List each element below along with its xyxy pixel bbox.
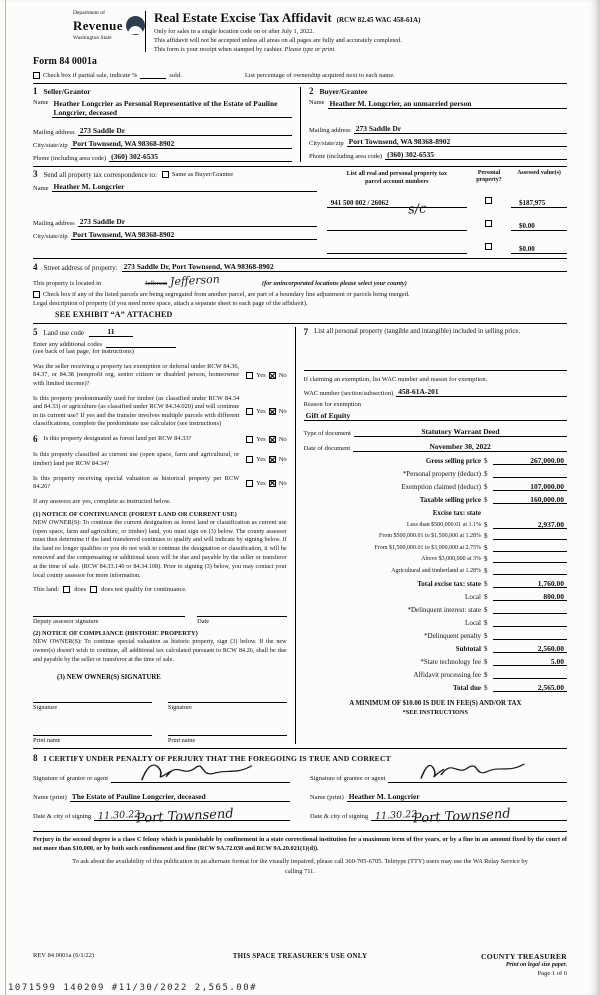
dollar-sign: $ [483,618,488,627]
tax-line [304,579,567,588]
tax-line [304,592,567,601]
tax-line-label: *Personal property (deduct) [402,470,481,479]
exemption-note: If claiming an exemption, list WAC number and reason for exemption. [303,376,488,384]
yes-checkbox[interactable] [246,372,253,379]
owner-signature-field-2[interactable] [168,695,287,703]
tax-line [304,508,567,517]
deputy-date-field[interactable] [197,609,287,617]
corr-city-label: City/state/zip [33,232,68,240]
minimum-due-note: A MINIMUM OF $10.00 IS DUE IN FEE(S) AND/OR TAX [349,699,522,707]
section-5-number: 5 [33,327,38,338]
no-label: No [278,436,287,444]
no-label: No [278,408,287,416]
header-divider [145,11,146,52]
section-3-number: 3 [33,169,38,180]
tax-line-label: Subtotal [455,644,481,653]
tax-line [304,644,567,653]
dollar-sign: $ [483,605,488,614]
dept-of-label: Department of [73,10,105,16]
segregated-note: Check box if any of the listed parcels are being segregated from another parcel, are part of a boundary line adjustment or parcels being merged. [43,291,410,299]
seller-phone-label: Phone (including area code) [33,154,107,162]
grantee-signature [410,759,544,785]
yes-label: Yes [256,408,266,416]
tax-line [304,543,567,552]
section-4-number: 4 [33,262,38,273]
continuance-row [33,586,287,593]
corr-name-field[interactable]: Heather M. Longcrier [52,182,317,192]
parcel-number-field-1[interactable] [327,222,467,231]
does-checkbox[interactable] [63,586,70,593]
seller-buyer-row [33,83,567,162]
yes-no-group [244,408,286,415]
this-land-label: This land: [33,586,60,594]
assessed-value-column-header: Assessed value(s) [517,170,561,177]
header-note-2: This affidavit will not be accepted unless all areas on all pages are fully and accurately completed. [154,36,402,44]
no-label: No [278,479,287,487]
grantee-name-field[interactable]: Heather M. Longcrier [347,792,567,802]
personal-property-checkbox-1[interactable] [485,220,492,227]
notice-2-body: NEW OWNER(S): To continue special valuation as historic property, sign (3) below. If the new owner(s) doesn't wish to continue, all additional tax calculated pursuant to RCW 84.26, shall be due and payable by the seller or transferor at the time of sale. [33,638,287,664]
dollar-sign: $ [483,631,488,640]
tax-line-label: *Delinquent penalty [424,631,481,640]
street-address-field[interactable]: 273 Saddle Dr, Port Townsend, WA 98368-8902 [122,262,567,272]
dollar-sign: $ [483,644,488,653]
owner-printname-field-2[interactable] [168,728,287,736]
section-1-number: 1 [33,86,38,97]
deputy-assessor-row [33,609,287,625]
timber-agriculture-question [33,395,287,428]
reason-for-exemption-label: Reason for exemption [303,401,362,409]
type-of-document-label: Type of document [303,429,351,437]
grantee-signature-field[interactable] [388,773,567,783]
seller-city-field[interactable]: Port Townsend, WA 98368-8902 [71,139,292,149]
form-content [33,10,567,876]
tax-line-label: From $1,500,000.01 to $3,000,000 at 2.75% [374,544,481,551]
tax-line-label: Less than $500,000.01 at 1.1% [406,521,481,528]
tax-line-label: Total excise tax: state [417,579,481,588]
no-checkbox[interactable] [269,436,276,443]
tier3-tax-value[interactable] [493,543,567,552]
tax-line [304,469,567,478]
street-address-label: Street address of property: [43,264,118,273]
notice-3-title: (3) NEW OWNER(S) SIGNATURE [57,673,161,681]
dollar-sign: $ [483,470,488,479]
additional-codes-label: Enter any additional codes [33,341,103,349]
tax-line-label: Taxable selling price [419,496,481,505]
forest-land-question [33,435,287,444]
parcel-number-field-2[interactable] [327,245,467,254]
delinquent-interest-local-value[interactable] [493,618,567,627]
grantor-date-city-field[interactable] [94,806,290,827]
dor-logo-block [33,10,141,53]
new-owner-signatures [33,695,287,744]
tax-line [304,566,567,575]
seller-name-label: Name [33,99,49,107]
reason-for-exemption-field[interactable]: Gift of Equity [304,411,567,421]
dollar-sign: $ [483,592,488,601]
alternate-format-note: To ask about the availability of this publication in an alternate format for the visually impaired, please call 360-705-6705. Teletype (TTY) users may use the WA Relay Service by calling 711. [72,858,528,875]
handwritten-sc-note: s/c [407,201,428,218]
owner-printname-field-1[interactable] [33,728,152,736]
grantor-certify-column [33,773,290,827]
legal-description-value[interactable]: SEE EXHIBIT “A” ATTACHED [55,310,173,320]
form-header [33,10,567,53]
title-block [154,10,420,53]
gross-selling-price-value[interactable]: 267,000.00 [493,456,567,465]
question-text: Is this property designated as forest land per RCW 84.33? [43,435,192,443]
land-use-code-field[interactable]: 11 [89,327,133,337]
grantor-date-city-label: Date & city of signing [33,813,92,821]
buyer-heading: Buyer/Grantee [319,87,368,97]
section-4-property [33,258,567,319]
tax-line-label: Gross selling price [425,457,481,466]
tax-line-label: Affidavit processing fee [413,670,481,679]
tax-line [304,618,567,627]
dollar-sign: $ [483,532,488,541]
section-1-seller [33,87,300,162]
partial-sold-label: sold. [169,71,182,79]
subtotal-value[interactable]: 2,560.00 [493,644,567,653]
owner-signature-field-1[interactable] [33,695,152,703]
page-number: Page 1 of 6 [537,970,567,977]
notice-1-body: NEW OWNER(S): To continue the current designation as forest land or classification as current use (open space, farm and agriculture, or timber) land, you must sign on (3) below. The county assessor must then determine if the land transferred continues to qualify and will indicate by signing below. If the land no longer qualifies or you do not wish to continue the designation or classification, it will be removed and the compensating or additional taxes will be due and payable by the seller or transferor at the time of sale. (RCW 84.33.140 or 84.34.108). Prior to signing (3) below, you may contact your local county assessor for more information. [33,518,287,579]
exemption-claimed-value[interactable]: 107,000.00 [493,482,567,491]
notice-1-title: (1) NOTICE OF CONTINUANCE (FOREST LAND OR CURRENT USE) [33,510,237,518]
does-not-checkbox[interactable] [90,586,97,593]
partial-sale-row [33,71,567,79]
receipt-note: This form is your receipt when stamped by cashier. [154,45,283,53]
partial-sale-label: Check box if partial sale, indicate % [43,71,138,79]
yes-label: Yes [256,456,266,464]
revision-number: REV 84 0001a (6/1/22) [33,952,95,959]
tier4-tax-value[interactable] [493,554,567,563]
rcw-reference: (RCW 82.45 WAC 458-61A) [336,16,421,24]
additional-codes-note: (see back of last page, for instructions) [33,348,134,356]
tax-line-label: Local [465,618,481,627]
dollar-sign: $ [483,543,488,552]
perjury-warning: Perjury in the second degree is a class C felony which is punishable by confinement in a state correctional institution for a maximum term of five years, or by a fine in an amount fixed by the court of not more than $10,000, or by both such confinement and fine (RCW 9A.72.030 and RCW 9A.20.021(1)(d)). [33,831,567,854]
yes-label: Yes [256,436,266,444]
wac-number-label: WAC number (section/subsection) [303,389,394,397]
tax-line-label: Local [465,592,481,601]
taxable-selling-price-value[interactable]: 160,000.00 [493,495,567,504]
yes-no-group [244,372,286,379]
yes-no-group [244,436,286,443]
buyer-phone-label: Phone (including area code) [309,152,383,160]
dor-seal-icon [126,16,145,35]
tax-line [304,531,567,540]
county-treasurer-label: COUNTY TREASURER [480,952,567,961]
if-yes-note: If any answers are yes, complete as instructed below. [33,497,171,505]
question-text: Was the seller receiving a property tax exemption or deferral under RCW 84.36, 84.37, or 84.38 (nonprofit org, senior citizen or disabled person, homeowner with limited income)? [33,363,240,387]
legal-description-label: Legal description of property (if you need more space, attach a separate sheet to each page of the affidavit). [33,300,308,308]
yes-checkbox[interactable] [246,436,253,443]
notice-2-title: (2) NOTICE OF COMPLIANCE (HISTORIC PROPERTY) [33,630,198,638]
question-text: Is this property receiving special valuation as historical property per RCW 84.26? [33,475,240,491]
parcel-header-line2: parcel account numbers [365,177,429,185]
same-as-buyer-label: Same as Buyer/Grantee [171,171,234,179]
personal-property-column-header: Personal property? [476,170,502,184]
grantee-signature-label: Signature of grantee or agent [310,775,386,783]
personal-property-heading: List all personal property (tangible and intangible) included in selling price. [314,328,521,336]
personal-property-deduct-value[interactable] [493,469,567,478]
date-of-document-label: Date of document [303,444,351,452]
parcel-header-line1: List all real and personal property tax [346,170,448,178]
section-7-column [295,327,567,744]
does-not-label: does not qualify for continuance. [101,586,187,594]
seller-phone-field[interactable]: (360) 302-6535 [109,152,292,162]
dollar-sign: $ [483,683,488,692]
parcel-row [327,190,567,208]
buyer-city-field[interactable]: Port Townsend, WA 98368-8902 [347,137,567,147]
affidavit-processing-fee-value[interactable] [493,670,567,679]
corr-city-field[interactable]: Port Townsend, WA 98368-8902 [71,230,317,240]
section-6-number: 6 [33,434,38,445]
tax-line [304,605,567,614]
total-excise-state-value[interactable]: 1,760.00 [493,579,567,588]
form-number: Form 84 0001a [33,56,97,68]
grantor-city-handwritten: Port Townsend [135,806,235,827]
sections-5-6-7 [33,323,567,744]
parcel-table-header [327,170,567,185]
buyer-mailing-label: Mailing address [309,126,351,134]
buyer-city-label: City/state/zip [309,139,344,147]
personal-property-checkbox-0[interactable] [485,197,492,204]
partial-sale-checkbox[interactable] [33,72,40,79]
dollar-sign: $ [483,483,488,492]
tax-line-label: Above $3,000,000 at 3% [421,556,481,563]
personal-property-checkbox-2[interactable] [485,243,492,250]
personal-property-list-field[interactable] [304,339,567,371]
yes-checkbox[interactable] [246,456,253,463]
grantee-city-handwritten: Port Townsend [412,806,512,827]
form-title: Real Estate Excise Tax Affidavit [154,10,332,25]
state-technology-fee-value[interactable]: 5.00 [493,657,567,666]
type-of-document-field[interactable]: Statutory Warrant Deed [354,427,567,437]
corr-name-label: Name [33,184,49,192]
yes-checkbox[interactable] [246,480,253,487]
no-checkbox[interactable] [269,372,276,379]
parcel-number-field-0[interactable]: 941 500 002 / 26062 [327,199,467,208]
assessed-value-field-0[interactable]: $187,975 [511,199,567,208]
dollar-sign: $ [483,579,488,588]
no-checkbox[interactable] [269,408,276,415]
yes-checkbox[interactable] [246,408,253,415]
tax-line [304,670,567,679]
question-text: Is this property classified as current use (open space, farm and agricultural, or timber) land per RCW 84.34? [33,451,240,467]
dollar-sign: $ [483,457,488,466]
dollar-sign: $ [483,520,488,529]
date-of-document-field[interactable]: November 30, 2022 [353,442,567,452]
local-tax-value[interactable]: 800.00 [493,592,567,601]
grantor-date-handwritten: 11.30.22 [97,808,141,822]
assessed-value-field-2[interactable]: $0.00 [511,245,567,254]
cashier-stamp: 1071599 140209 #11/30/2022 2,565.00# [8,983,258,993]
section-8-certify [33,748,567,827]
buyer-name-label: Name [309,99,325,107]
correspondence-heading: Send all property tax correspondence to: [43,170,157,179]
tax-line [304,520,567,529]
tax-line-label: Agricultural and timberland at 1.28% [391,567,481,574]
grantor-signature [133,759,267,785]
owner-printname-label-1: Print name [33,736,61,744]
bottom-row [33,952,567,977]
yes-no-group [244,456,286,463]
buyer-name-field[interactable]: Heather M. Longcrier, an unmarried person [328,99,567,109]
dollar-sign: $ [483,566,488,575]
grantee-date-city-field[interactable] [371,806,567,827]
tax-line [304,554,567,563]
partial-percent-field[interactable] [140,71,166,79]
buyer-mailing-field[interactable]: 273 Saddle Dr [354,124,567,134]
header-note-1: Only for sales in a single location code on or after July 1, 2022. [154,27,315,35]
tax-line-label: Exemption claimed (deduct) [401,483,481,492]
buyer-phone-field[interactable]: (360) 302-6535 [385,150,567,160]
section-8-number: 8 [33,752,38,763]
grantee-date-handwritten: 11.30.22 [374,808,418,822]
certify-heading: I CERTIFY UNDER PENALTY OF PERJURY THAT THE FOREGOING IS TRUE AND CORRECT [43,753,391,763]
type-or-print-note: Please type or print. [284,45,336,53]
agricultural-timberland-value[interactable] [493,566,567,575]
does-label: does [74,586,87,594]
dollar-sign: $ [483,496,488,505]
grantor-name-label: Name (print) [33,794,67,802]
treasurer-use-only-label: THIS SPACE TREASURER'S USE ONLY [232,952,368,960]
yes-no-group [244,480,286,487]
tax-line [304,495,567,504]
header-note-3 [154,46,420,54]
excise-tax-state-header: Excise tax: state [432,509,481,518]
grantor-name-field[interactable]: The Estate of Pauline Longcrier, deceased [70,792,290,802]
tax-line [304,631,567,640]
seller-name-field[interactable]: Heather Longcrier as Personal Representative of the Estate of Pauline Longcrier, deceased [52,99,292,118]
no-label: No [278,456,287,464]
tax-line-label: *State technology fee [420,657,481,666]
assessed-value-field-1[interactable]: $0.00 [511,222,567,231]
delinquent-penalty-value[interactable] [493,631,567,640]
section-3-correspondence [33,170,327,254]
tier2-tax-value[interactable] [493,531,567,540]
legal-size-note: Print on legal size paper. [505,962,567,968]
question-text: Is this property predominantly used for timber (as classified under RCW 84.34 and 84.33) or agriculture (as classified under RCW 84.34.020) and will continue in its current use? If yes and the transfer involves multiple parcels with different classifications, complete the predominate use calculator (see instructions) [33,395,240,428]
tax-line-label: Total due [453,683,481,692]
grantee-date-city-label: Date & city of signing [310,813,369,821]
corr-mailing-label: Mailing address [33,219,75,227]
additional-codes-field[interactable] [106,340,176,348]
tax-line [304,683,567,692]
revenue-wordmark: Revenue [73,17,123,33]
no-checkbox[interactable] [269,456,276,463]
tier1-tax-value[interactable]: 2,937.00 [493,520,567,529]
spacer [33,192,317,214]
owner-signature-label-2: Signature [167,703,192,711]
land-use-code-label: Land use code [43,329,84,338]
total-due-value[interactable]: 2,565.00 [493,683,567,692]
seller-mailing-label: Mailing address [33,128,75,136]
sections-5-6-column [33,327,295,744]
dollar-sign: $ [483,670,488,679]
parcel-row [327,236,567,254]
parcel-row [327,213,567,231]
ownership-note: List percentage of ownership acquired next to each name. [244,71,395,79]
seller-heading: Seller/Grantor [43,87,91,97]
current-use-question [33,451,287,468]
tax-line [304,657,567,666]
grantee-certify-column [310,773,567,827]
parcel-header-main [327,170,467,185]
dollar-sign: $ [483,657,488,666]
county-handwritten: Jefferson [169,272,221,289]
deputy-date-label: Date [197,618,210,626]
dollar-sign: $ [483,555,488,564]
correspondence-parcels-row [33,166,567,254]
located-in-label: This property is located in [33,280,102,288]
segregated-checkbox[interactable] [33,291,40,298]
section-7-number: 7 [303,327,309,338]
grantor-signature-label: Signature of grantor or agent [33,775,109,783]
tax-line [304,482,567,491]
corr-mailing-field[interactable]: 273 Saddle Dr [78,217,317,227]
section-2-number: 2 [309,86,314,97]
seller-city-label: City/state/zip [33,141,68,149]
county-treasurer-block [437,952,567,977]
tax-line-label: *Delinquent interest: state [407,605,481,614]
deputy-signature-field[interactable] [33,609,185,617]
section-2-buyer [300,87,567,162]
tax-line [304,456,567,465]
washington-state-label: Washington State [73,35,112,41]
unincorporated-note: (for unincorporated locations please select your county) [261,280,407,288]
see-instructions-note: *SEE INSTRUCTIONS [402,708,469,716]
exemption-deferral-question [33,363,287,388]
wac-number-field[interactable]: 458-61A-201 [396,387,567,397]
grantee-name-label: Name (print) [310,794,344,802]
seller-mailing-field[interactable]: 273 Saddle Dr [78,126,292,136]
owner-signature-label-1: Signature [33,703,58,711]
yes-label: Yes [256,372,266,380]
county-entry-struck: Jefferson [145,281,168,288]
parcel-table [327,170,567,254]
tax-line-label: From $500,000.01 to $1,500,000 at 1.28% [378,533,481,540]
delinquent-interest-state-value[interactable] [493,605,567,614]
same-as-buyer-checkbox[interactable] [162,171,169,178]
grantor-signature-field[interactable] [111,773,290,783]
owner-printname-label-2: Print name [167,736,196,744]
no-checkbox[interactable] [269,480,276,487]
deputy-signature-label: Deputy assessor signature [33,618,99,626]
yes-label: Yes [256,479,266,487]
historic-property-question [33,475,287,492]
no-label: No [278,372,287,380]
